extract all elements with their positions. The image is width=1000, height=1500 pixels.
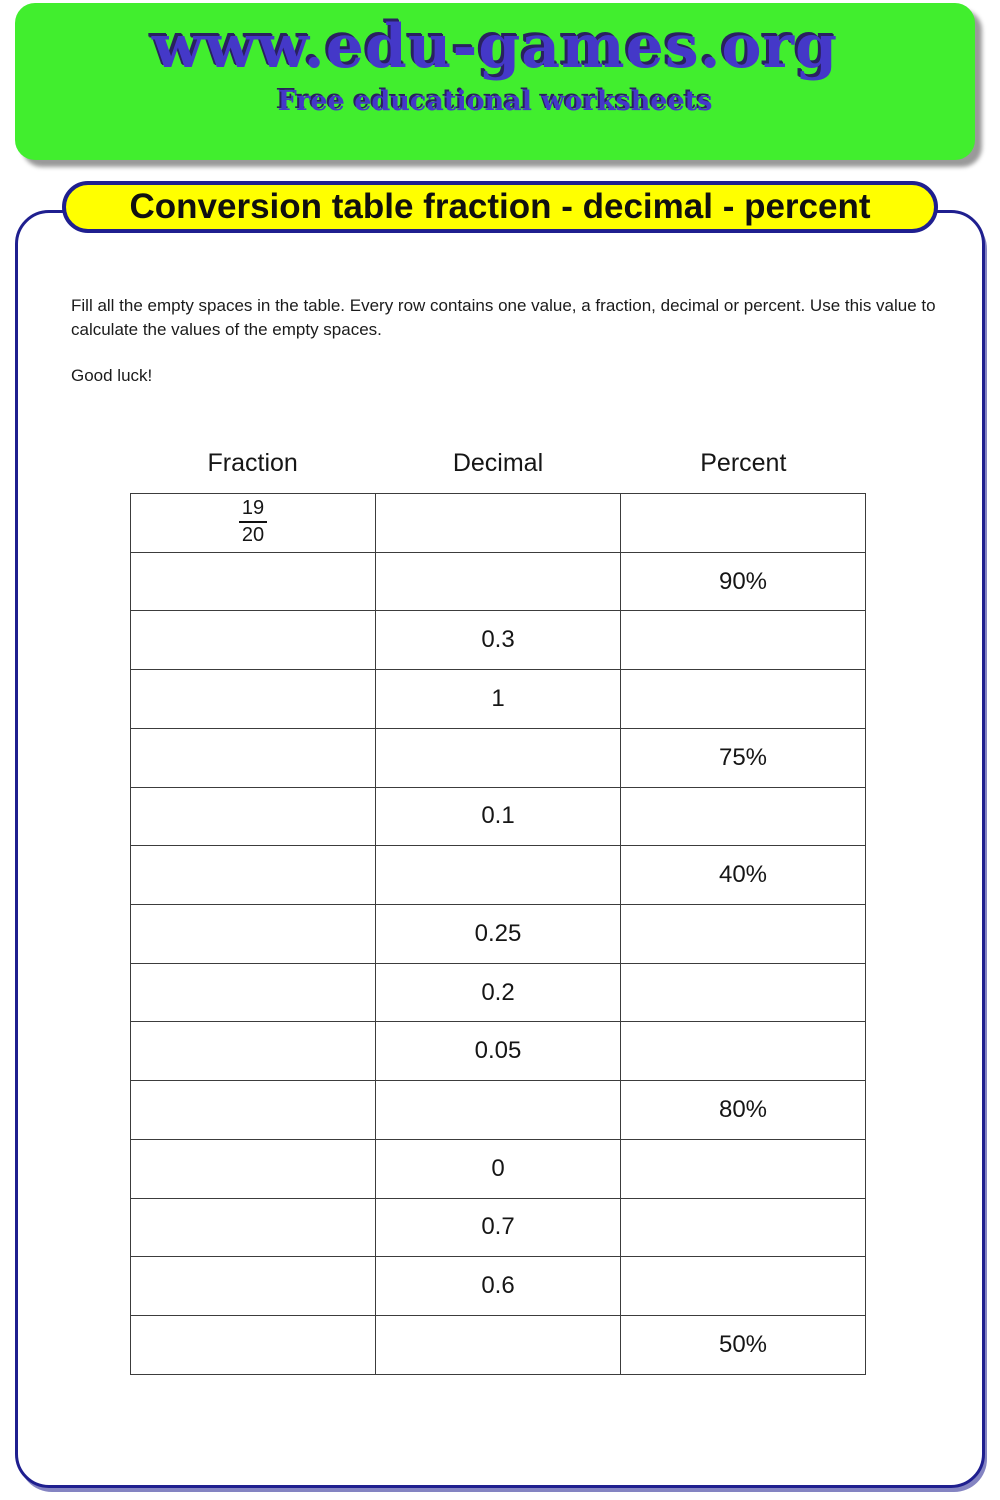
percent-cell	[621, 1257, 866, 1316]
table-row	[131, 1316, 866, 1375]
fraction-cell	[131, 728, 376, 787]
instructions-text: Fill all the empty spaces in the table. Every row contains one value, a fraction, decimal or percent. Use this value to calculate the values of the empty spaces.	[71, 296, 936, 339]
fraction-cell	[131, 670, 376, 729]
good-luck-text: Good luck!	[71, 366, 153, 385]
table-row	[131, 728, 866, 787]
percent-cell	[621, 1139, 866, 1198]
decimal-cell	[376, 1316, 621, 1375]
decimal-cell: 0	[376, 1139, 621, 1198]
fraction-cell	[131, 494, 376, 553]
decimal-cell	[376, 552, 621, 611]
table-row	[131, 552, 866, 611]
percent-cell: 75%	[621, 728, 866, 787]
percent-cell	[621, 963, 866, 1022]
fraction-cell	[131, 1198, 376, 1257]
decimal-cell	[376, 846, 621, 905]
decimal-cell: 0.1	[376, 787, 621, 846]
fraction-cell	[131, 846, 376, 905]
column-header-percent: Percent	[700, 449, 787, 477]
table-row	[131, 846, 866, 905]
decimal-cell	[376, 728, 621, 787]
fraction-value	[239, 497, 267, 547]
fraction-cell	[131, 905, 376, 964]
percent-cell	[621, 905, 866, 964]
decimal-cell: 0.7	[376, 1198, 621, 1257]
worksheet-title: Conversion table fraction - decimal - percent	[129, 187, 871, 226]
percent-cell: 80%	[621, 1081, 866, 1140]
table-row	[131, 963, 866, 1022]
table-row	[131, 670, 866, 729]
table-row	[131, 787, 866, 846]
table-row	[131, 1081, 866, 1140]
table-row	[131, 1139, 866, 1198]
site-tagline: Free educational worksheets	[277, 86, 713, 117]
decimal-cell: 0.25	[376, 905, 621, 964]
fraction-cell	[131, 1316, 376, 1375]
fraction-cell	[131, 611, 376, 670]
percent-cell: 40%	[621, 846, 866, 905]
percent-cell	[621, 611, 866, 670]
fraction-cell	[131, 787, 376, 846]
table-row	[131, 1198, 866, 1257]
decimal-cell: 1	[376, 670, 621, 729]
percent-cell	[621, 1022, 866, 1081]
conversion-table	[130, 493, 866, 1375]
percent-cell	[621, 494, 866, 553]
percent-cell: 50%	[621, 1316, 866, 1375]
table-row	[131, 905, 866, 964]
table-row	[131, 611, 866, 670]
decimal-cell: 0.6	[376, 1257, 621, 1316]
column-header-decimal: Decimal	[452, 449, 544, 477]
decimal-cell: 0.2	[376, 963, 621, 1022]
table-row	[131, 1022, 866, 1081]
fraction-cell	[131, 1257, 376, 1316]
fraction-denominator: 20	[241, 524, 265, 547]
percent-cell	[621, 787, 866, 846]
fraction-cell	[131, 1139, 376, 1198]
column-header-fraction: Fraction	[207, 449, 298, 477]
worksheet-title-bar	[62, 181, 938, 233]
table-column-headers	[130, 449, 866, 478]
percent-cell: 90%	[621, 552, 866, 611]
percent-cell	[621, 670, 866, 729]
percent-cell	[621, 1198, 866, 1257]
decimal-cell: 0.3	[376, 611, 621, 670]
site-banner	[15, 3, 975, 160]
table-row	[131, 494, 866, 553]
fraction-numerator: 19	[239, 497, 267, 523]
fraction-cell	[131, 552, 376, 611]
decimal-cell	[376, 1081, 621, 1140]
fraction-cell	[131, 1022, 376, 1081]
decimal-cell	[376, 494, 621, 553]
decimal-cell: 0.05	[376, 1022, 621, 1081]
fraction-cell	[131, 963, 376, 1022]
fraction-cell	[131, 1081, 376, 1140]
site-title: www.edu-games.org	[151, 12, 839, 82]
table-row	[131, 1257, 866, 1316]
